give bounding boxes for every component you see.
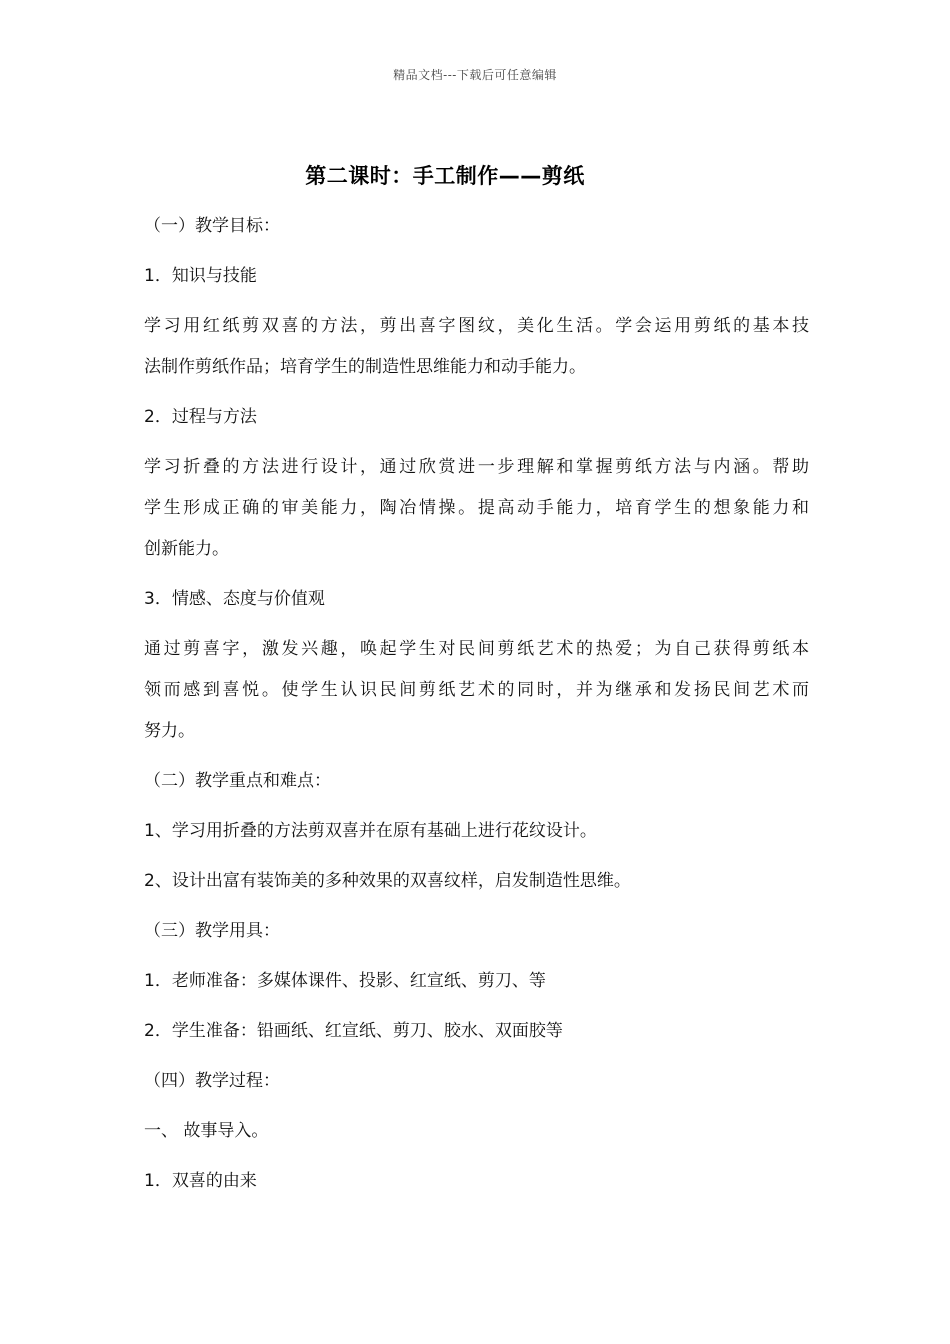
text-line: 1．老师准备：多媒体课件、投影、红宣纸、剪刀、等: [144, 971, 546, 991]
text-line: 学习用红纸剪双喜的方法，剪出喜字图纹，美化生活。学会运用剪纸的基本技: [144, 316, 809, 336]
header-note: 精品文档---下载后可任意编辑: [393, 68, 557, 82]
paragraph: [144, 312, 809, 394]
paragraph: [144, 635, 809, 758]
section-heading: [144, 403, 809, 444]
section-heading: [144, 917, 809, 958]
text-line: 学习折叠的方法进行设计，通过欣赏进一步理解和掌握剪纸方法与内涵。帮助: [144, 457, 809, 477]
text-line: 努力。: [144, 721, 195, 741]
text-line: 创新能力。: [144, 539, 229, 559]
text-line: 1．双喜的由来: [144, 1171, 257, 1191]
text-line: 2．学生准备：铅画纸、红宣纸、剪刀、胶水、双面胶等: [144, 1021, 563, 1041]
text-line: 2．过程与方法: [144, 407, 257, 427]
section-heading: [144, 867, 809, 908]
paragraph: [144, 453, 809, 576]
text-line: 领而感到喜悦。使学生认识民间剪纸艺术的同时，并为继承和发扬民间艺术而: [144, 680, 809, 700]
section-heading: [144, 1167, 809, 1208]
text-line: （三）教学用具：: [144, 921, 280, 941]
section-heading: [144, 767, 809, 808]
text-line: （四）教学过程：: [144, 1071, 280, 1091]
text-line: 3．情感、态度与价值观: [144, 589, 325, 609]
section-heading: [144, 585, 809, 626]
section-heading: [144, 212, 809, 253]
section-heading: [144, 1067, 809, 1108]
text-line: 2、设计出富有装饰美的多种效果的双喜纹样，启发制造性思维。: [144, 871, 631, 891]
text-line: （一）教学目标：: [144, 216, 280, 236]
text-line: 法制作剪纸作品；培育学生的制造性思维能力和动手能力。: [144, 357, 586, 377]
section-heading: [144, 817, 809, 858]
text-line: 通过剪喜字，激发兴趣，唤起学生对民间剪纸艺术的热爱；为自己获得剪纸本: [144, 639, 809, 659]
section-heading: [144, 1017, 809, 1058]
text-line: 1．知识与技能: [144, 266, 257, 286]
section-heading: [144, 1117, 809, 1158]
text-line: （二）教学重点和难点：: [144, 771, 331, 791]
text-line: 1、学习用折叠的方法剪双喜并在原有基础上进行花纹设计。: [144, 821, 597, 841]
text-line: 一、 故事导入。: [144, 1121, 269, 1141]
document-body: [144, 212, 809, 1217]
section-heading: [144, 262, 809, 303]
document-title: 第二课时：手工制作——剪纸: [305, 164, 585, 188]
section-heading: [144, 967, 809, 1008]
text-line: 学生形成正确的审美能力，陶冶情操。提高动手能力，培育学生的想象能力和: [144, 498, 809, 518]
